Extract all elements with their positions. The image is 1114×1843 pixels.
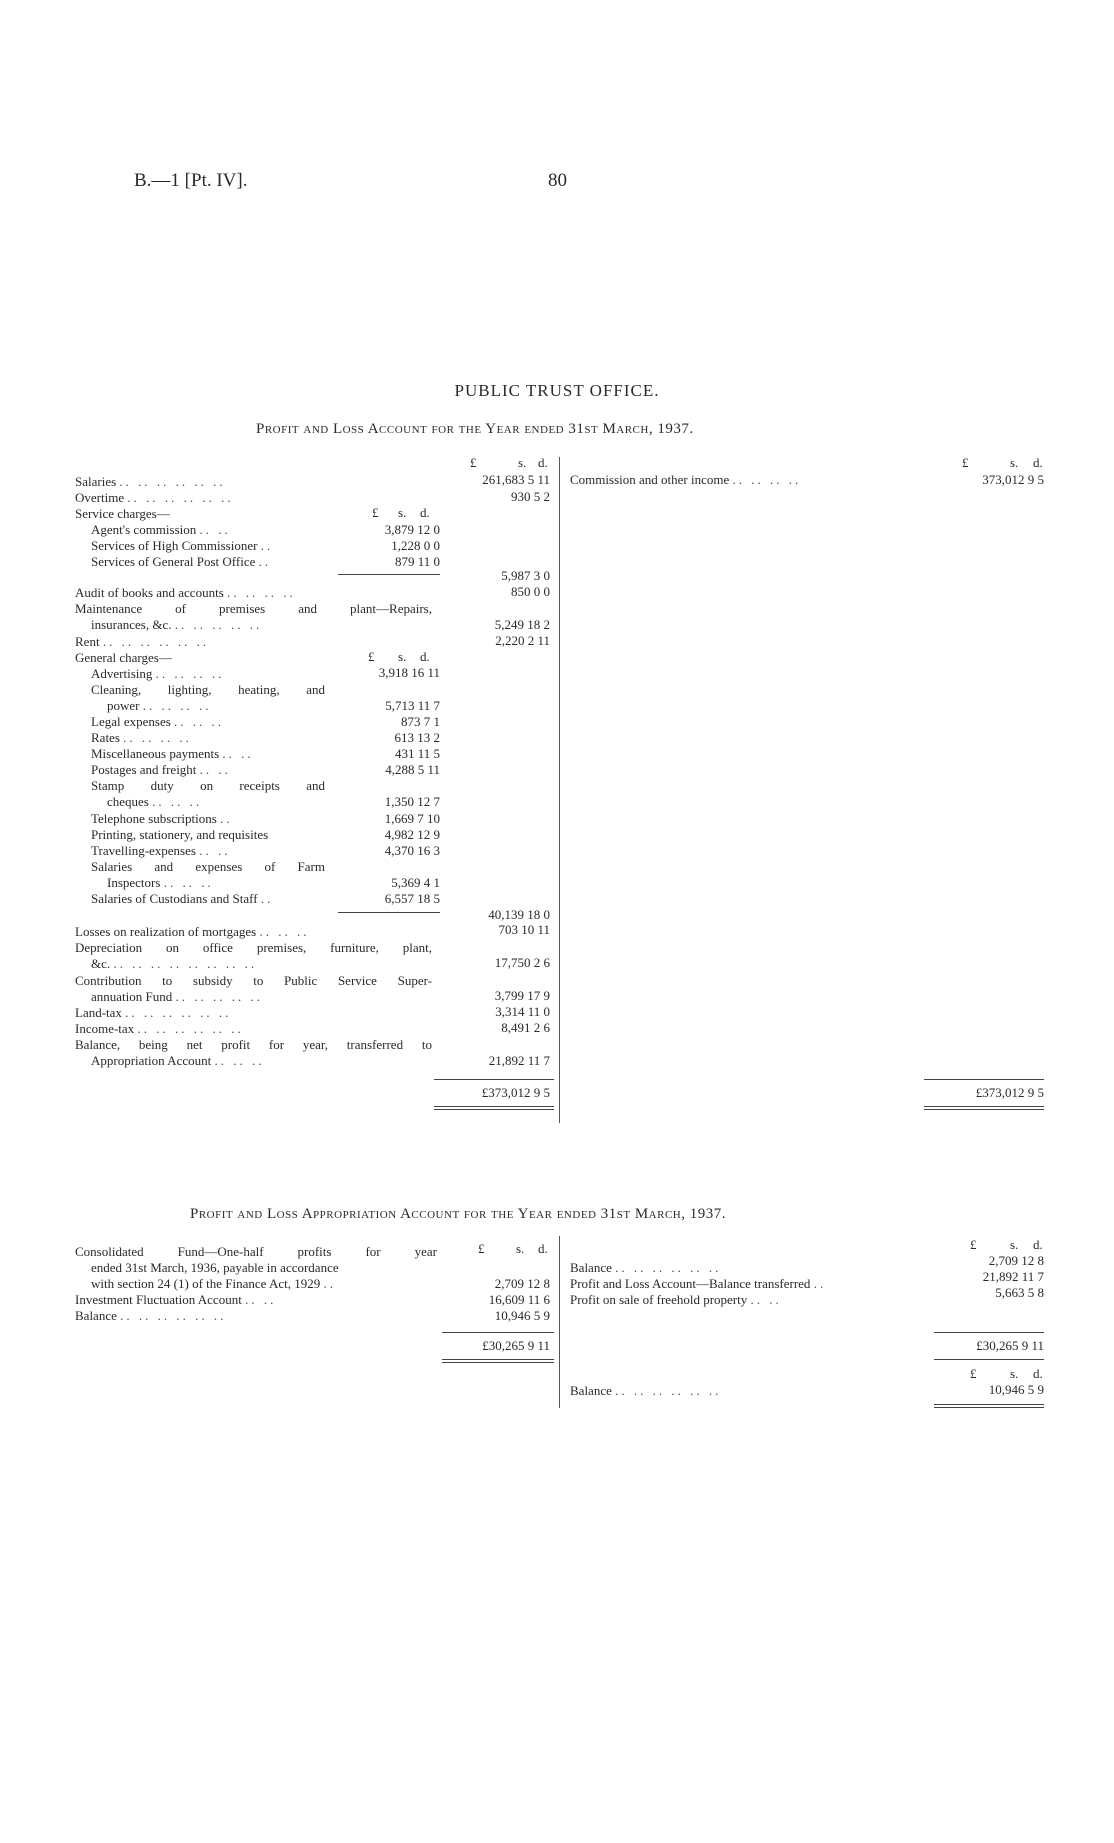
- rent-label: Rent .. .. .. .. .. ..: [75, 634, 210, 649]
- high-commissioner-amount: 1,228 0 0: [391, 538, 440, 553]
- ap-balance-amount: 10,946 5 9: [494, 1308, 550, 1323]
- cleaning-label-2: power .. .. .. ..: [107, 698, 212, 713]
- maintenance-label-1: Maintenance of premises and plant—Repairs,: [75, 601, 432, 616]
- audit-label: Audit of books and accounts .. .. .. ..: [75, 585, 296, 600]
- pl-debit-shillings-header: s.: [518, 455, 527, 470]
- balance-label-2: Appropriation Account .. .. ..: [91, 1053, 265, 1068]
- pl-credit-total-rule-1: [924, 1106, 1044, 1107]
- farm-inspectors-amount: 5,369 4 1: [391, 875, 440, 890]
- consolidated-label-2: ended 31st March, 1936, payable in accordance: [91, 1260, 339, 1275]
- freehold-amount: 5,663 5 8: [995, 1285, 1044, 1300]
- custodians-amount: 6,557 18 5: [384, 891, 440, 906]
- telephone-label: Telephone subscriptions ..: [91, 811, 233, 826]
- gc-pounds-header: £: [368, 649, 375, 664]
- land-tax-label: Land-tax .. .. .. .. .. ..: [75, 1005, 232, 1020]
- custodians-label: Salaries of Custodians and Staff ..: [91, 891, 274, 906]
- ap-carried-pounds-header: £: [970, 1366, 977, 1381]
- ap-credit-balance-label: Balance .. .. .. .. .. ..: [570, 1260, 722, 1275]
- high-commissioner-label: Services of High Commissioner ..: [91, 538, 274, 553]
- pl-debit-total-top-rule: [434, 1079, 554, 1080]
- ap-credit-shillings-header: s.: [1010, 1237, 1019, 1252]
- salaries-amount: 261,683 5 11: [482, 472, 550, 487]
- pl-credit-shillings-header: s.: [1010, 455, 1019, 470]
- income-tax-label: Income-tax .. .. .. .. .. ..: [75, 1021, 244, 1036]
- ap-debit-pounds-header: £: [478, 1241, 485, 1256]
- maintenance-amount: 5,249 18 2: [494, 617, 550, 632]
- ap-carried-pence-header: d.: [1033, 1366, 1043, 1381]
- advertising-label: Advertising .. .. .. ..: [91, 666, 225, 681]
- depreciation-label-1: Depreciation on office premises, furniture, plant,: [75, 940, 432, 955]
- ap-debit-total-top-rule: [442, 1332, 554, 1333]
- farm-inspectors-label-2: Inspectors .. .. ..: [107, 875, 214, 890]
- general-charges-rule: [338, 912, 440, 913]
- contribution-amount: 3,799 17 9: [494, 988, 550, 1003]
- rates-label: Rates .. .. .. ..: [91, 730, 192, 745]
- consolidated-label-3: with section 24 (1) of the Finance Act, 1929 ..: [91, 1276, 337, 1291]
- ap-credit-pounds-header: £: [970, 1237, 977, 1252]
- sc-pence-header: d.: [420, 505, 430, 520]
- pl-center-divider: [559, 457, 560, 1123]
- post-office-label: Services of General Post Office ..: [91, 554, 272, 569]
- farm-inspectors-label-1: Salaries and expenses of Farm: [91, 859, 325, 874]
- stamp-label-1: Stamp duty on receipts and: [91, 778, 325, 793]
- pl-debit-pence-header: d.: [538, 455, 548, 470]
- pl-debit-pounds-header: £: [470, 455, 477, 470]
- ap-credit-total-top-rule: [934, 1332, 1044, 1333]
- ap-debit-total-rule-1: [442, 1359, 554, 1360]
- appropriation-center-divider: [559, 1236, 560, 1408]
- gc-pence-header: d.: [420, 649, 430, 664]
- sc-pounds-header: £: [372, 505, 379, 520]
- ap-debit-shillings-header: s.: [516, 1241, 525, 1256]
- losses-amount: 703 10 11: [498, 922, 550, 937]
- balance-amount: 21,892 11 7: [488, 1053, 550, 1068]
- investment-amount: 16,609 11 6: [488, 1292, 550, 1307]
- travelling-label: Travelling-expenses .. ..: [91, 843, 231, 858]
- ap-balance-label: Balance .. .. .. .. .. ..: [75, 1308, 227, 1323]
- ap-credit-pence-header: d.: [1033, 1237, 1043, 1252]
- ap-debit-total-rule-2: [442, 1362, 554, 1363]
- service-charges-label: Service charges—: [75, 506, 170, 521]
- audit-amount: 850 0 0: [511, 584, 550, 599]
- stamp-amount: 1,350 12 7: [384, 794, 440, 809]
- page-reference: B.—1 [Pt. IV].: [134, 170, 248, 191]
- pl-credit-pence-header: d.: [1033, 455, 1043, 470]
- gc-shillings-header: s.: [398, 649, 407, 664]
- pl-credit-total-rule-2: [924, 1109, 1044, 1110]
- service-charges-rule: [338, 574, 440, 575]
- overtime-amount: 930 5 2: [511, 489, 550, 504]
- carried-balance-rule-2: [934, 1407, 1044, 1408]
- pl-debit-total-rule-1: [434, 1106, 554, 1107]
- ap-debit-total: £30,265 9 11: [482, 1338, 550, 1353]
- appropriation-heading: Profit and Loss Appropriation Account for the Year ended 31st March, 1937.: [190, 1206, 726, 1222]
- rates-amount: 613 13 2: [394, 730, 440, 745]
- carried-balance-label: Balance .. .. .. .. .. ..: [570, 1383, 722, 1398]
- losses-label: Losses on realization of mortgages .. .. ..: [75, 924, 310, 939]
- general-charges-total: 40,139 18 0: [488, 907, 550, 922]
- cleaning-label-1: Cleaning, lighting, heating, and: [91, 682, 325, 697]
- ap-carried-shillings-header: s.: [1010, 1366, 1019, 1381]
- carried-balance-rule-1: [934, 1404, 1044, 1405]
- postages-label: Postages and freight .. ..: [91, 762, 231, 777]
- pl-credit-pounds-header: £: [962, 455, 969, 470]
- ap-debit-pence-header: d.: [538, 1241, 548, 1256]
- document-title: PUBLIC TRUST OFFICE.: [454, 381, 660, 400]
- cleaning-amount: 5,713 11 7: [385, 698, 440, 713]
- commission-income-label: Commission and other income .. .. .. ..: [570, 472, 802, 487]
- misc-label: Miscellaneous payments .. ..: [91, 746, 254, 761]
- misc-amount: 431 11 5: [394, 746, 440, 761]
- consolidated-amount: 2,709 12 8: [494, 1276, 550, 1291]
- consolidated-label-1: Consolidated Fund—One-half profits for year: [75, 1244, 437, 1259]
- contribution-label-1: Contribution to subsidy to Public Service Super-: [75, 973, 432, 988]
- ap-credit-total: £30,265 9 11: [976, 1338, 1044, 1353]
- postages-amount: 4,288 5 11: [385, 762, 440, 777]
- service-charges-total: 5,987 3 0: [501, 568, 550, 583]
- printing-amount: 4,982 12 9: [384, 827, 440, 842]
- sc-shillings-header: s.: [398, 505, 407, 520]
- travelling-amount: 4,370 16 3: [384, 843, 440, 858]
- investment-label: Investment Fluctuation Account .. ..: [75, 1292, 277, 1307]
- printing-label: Printing, stationery, and requisites: [91, 827, 269, 842]
- freehold-label: Profit on sale of freehold property .. ..: [570, 1292, 782, 1307]
- legal-amount: 873 7 1: [401, 714, 440, 729]
- ap-credit-total-rule-1: [934, 1359, 1044, 1360]
- telephone-amount: 1,669 7 10: [384, 811, 440, 826]
- pl-transfer-label: Profit and Loss Account—Balance transferred ..: [570, 1276, 827, 1291]
- general-charges-label: General charges—: [75, 650, 172, 665]
- depreciation-label-2: &c. .. .. .. .. .. .. .. ..: [91, 956, 258, 971]
- depreciation-amount: 17,750 2 6: [494, 955, 550, 970]
- pl-transfer-amount: 21,892 11 7: [982, 1269, 1044, 1284]
- land-tax-amount: 3,314 11 0: [495, 1004, 550, 1019]
- income-tax-amount: 8,491 2 6: [501, 1020, 550, 1035]
- stamp-label-2: cheques .. .. ..: [107, 794, 203, 809]
- balance-label-1: Balance, being net profit for year, transferred to: [75, 1037, 432, 1052]
- legal-label: Legal expenses .. .. ..: [91, 714, 225, 729]
- salaries-label: Salaries .. .. .. .. .. ..: [75, 474, 226, 489]
- ap-credit-balance-amount: 2,709 12 8: [988, 1253, 1044, 1268]
- advertising-amount: 3,918 16 11: [378, 665, 440, 680]
- agents-commission-label: Agent's commission .. ..: [91, 522, 231, 537]
- post-office-amount: 879 11 0: [394, 554, 440, 569]
- commission-income-amount: 373,012 9 5: [982, 472, 1044, 487]
- pl-heading: Profit and Loss Account for the Year ended 31st March, 1937.: [256, 421, 694, 437]
- carried-balance-amount: 10,946 5 9: [988, 1382, 1044, 1397]
- overtime-label: Overtime .. .. .. .. .. ..: [75, 490, 234, 505]
- contribution-label-2: annuation Fund .. .. .. .. ..: [91, 989, 263, 1004]
- pl-credit-total-top-rule: [924, 1079, 1044, 1080]
- rent-amount: 2,220 2 11: [495, 633, 550, 648]
- pl-debit-total-rule-2: [434, 1109, 554, 1110]
- agents-commission-amount: 3,879 12 0: [384, 522, 440, 537]
- maintenance-label-2: insurances, &c. .. .. .. .. ..: [91, 617, 263, 632]
- pl-debit-total: £373,012 9 5: [481, 1085, 550, 1100]
- page-number: 80: [548, 170, 567, 191]
- pl-credit-total: £373,012 9 5: [975, 1085, 1044, 1100]
